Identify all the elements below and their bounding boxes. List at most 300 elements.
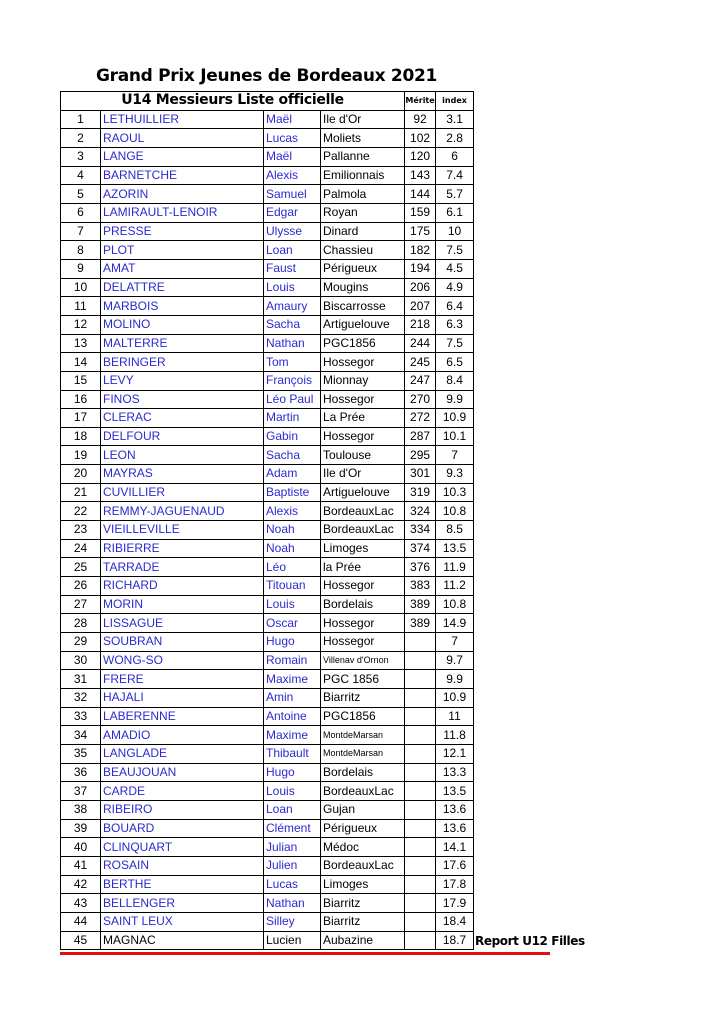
club-cell: PGC1856: [321, 334, 405, 353]
index-cell: 10.1: [436, 427, 474, 446]
rank-cell: 2: [61, 129, 101, 148]
index-cell: 6.5: [436, 353, 474, 372]
last-name-cell: FINOS: [101, 390, 264, 409]
last-name-cell: DELFOUR: [101, 427, 264, 446]
first-name-cell: Julian: [264, 838, 321, 857]
last-name-cell: LABERENNE: [101, 707, 264, 726]
first-name-cell: Silley: [264, 912, 321, 931]
last-name-cell: CUVILLIER: [101, 483, 264, 502]
last-name-cell: BELLENGER: [101, 894, 264, 913]
last-name-cell: TARRADE: [101, 558, 264, 577]
merite-cell: [405, 894, 436, 913]
index-cell: 14.9: [436, 614, 474, 633]
club-cell: MontdeMarsan: [321, 726, 405, 745]
index-cell: 6.3: [436, 315, 474, 334]
merite-cell: 389: [405, 595, 436, 614]
index-cell: 8.5: [436, 521, 474, 540]
first-name-cell: Amin: [264, 689, 321, 708]
merite-cell: 295: [405, 446, 436, 465]
table-row: [61, 222, 474, 241]
rank-cell: 27: [61, 595, 101, 614]
club-cell: Aubazine: [321, 931, 405, 950]
club-cell: Limoges: [321, 539, 405, 558]
first-name-cell: Maël: [264, 110, 321, 129]
club-cell: Pallanne: [321, 147, 405, 166]
index-cell: 3.1: [436, 110, 474, 129]
last-name-cell: RIBIERRE: [101, 539, 264, 558]
last-name-cell: BERINGER: [101, 353, 264, 372]
rank-cell: 44: [61, 912, 101, 931]
last-name-cell: MAGNAC: [101, 931, 264, 950]
table-row: [61, 931, 474, 950]
first-name-cell: Maxime: [264, 670, 321, 689]
last-name-cell: PLOT: [101, 241, 264, 260]
rank-cell: 21: [61, 483, 101, 502]
merite-cell: 301: [405, 465, 436, 484]
rank-cell: 23: [61, 521, 101, 540]
index-cell: 17.6: [436, 856, 474, 875]
merite-cell: 272: [405, 409, 436, 428]
club-cell: Biscarrosse: [321, 297, 405, 316]
index-cell: 13.3: [436, 763, 474, 782]
table-row: [61, 521, 474, 540]
last-name-cell: SAINT LEUX: [101, 912, 264, 931]
last-name-cell: LANGLADE: [101, 744, 264, 763]
first-name-cell: Louis: [264, 278, 321, 297]
last-name-cell: SOUBRAN: [101, 633, 264, 652]
merite-cell: [405, 651, 436, 670]
index-cell: 14.1: [436, 838, 474, 857]
index-cell: 17.9: [436, 894, 474, 913]
merite-cell: [405, 875, 436, 894]
first-name-cell: Alexis: [264, 166, 321, 185]
index-cell: 8.4: [436, 371, 474, 390]
last-name-cell: AZORIN: [101, 185, 264, 204]
rank-cell: 25: [61, 558, 101, 577]
last-name-cell: PRESSE: [101, 222, 264, 241]
first-name-cell: Thibault: [264, 744, 321, 763]
rank-cell: 5: [61, 185, 101, 204]
index-cell: 13.6: [436, 800, 474, 819]
first-name-cell: Hugo: [264, 763, 321, 782]
table-row: [61, 651, 474, 670]
rank-cell: 14: [61, 353, 101, 372]
first-name-cell: Adam: [264, 465, 321, 484]
first-name-cell: Sacha: [264, 446, 321, 465]
last-name-cell: BEAUJOUAN: [101, 763, 264, 782]
index-cell: 13.5: [436, 539, 474, 558]
club-cell: La Prée: [321, 409, 405, 428]
last-name-cell: FRERE: [101, 670, 264, 689]
rank-cell: 18: [61, 427, 101, 446]
table-row: [61, 371, 474, 390]
rank-cell: 41: [61, 856, 101, 875]
rank-cell: 33: [61, 707, 101, 726]
merite-cell: 207: [405, 297, 436, 316]
rank-cell: 4: [61, 166, 101, 185]
merite-cell: 287: [405, 427, 436, 446]
table-row: [61, 315, 474, 334]
first-name-cell: François: [264, 371, 321, 390]
table-header-row: [61, 92, 474, 111]
merite-cell: [405, 763, 436, 782]
index-cell: 13.6: [436, 819, 474, 838]
index-cell: 9.3: [436, 465, 474, 484]
table-row: [61, 800, 474, 819]
table-row: [61, 110, 474, 129]
club-cell: Bordelais: [321, 595, 405, 614]
merite-cell: 376: [405, 558, 436, 577]
table-row: [61, 483, 474, 502]
last-name-cell: ROSAIN: [101, 856, 264, 875]
club-cell: Emilionnais: [321, 166, 405, 185]
merite-cell: 92: [405, 110, 436, 129]
last-name-cell: RAOUL: [101, 129, 264, 148]
index-cell: 4.5: [436, 259, 474, 278]
first-name-cell: Lucas: [264, 129, 321, 148]
rank-cell: 17: [61, 409, 101, 428]
first-name-cell: Titouan: [264, 577, 321, 596]
club-cell: Gujan: [321, 800, 405, 819]
first-name-cell: Gabin: [264, 427, 321, 446]
merite-cell: 334: [405, 521, 436, 540]
club-cell: Artiguelouve: [321, 483, 405, 502]
first-name-cell: Noah: [264, 521, 321, 540]
merite-cell: 319: [405, 483, 436, 502]
table-row: [61, 782, 474, 801]
rank-cell: 32: [61, 689, 101, 708]
first-name-cell: Léo: [264, 558, 321, 577]
index-cell: 10.9: [436, 409, 474, 428]
merite-cell: 194: [405, 259, 436, 278]
index-cell: 17.8: [436, 875, 474, 894]
rank-cell: 10: [61, 278, 101, 297]
club-cell: Biarritz: [321, 912, 405, 931]
merite-cell: 102: [405, 129, 436, 148]
club-cell: PGC 1856: [321, 670, 405, 689]
club-cell: Hossegor: [321, 614, 405, 633]
table-row: [61, 259, 474, 278]
merite-cell: 120: [405, 147, 436, 166]
table-row: [61, 875, 474, 894]
table-row: [61, 539, 474, 558]
rank-cell: 19: [61, 446, 101, 465]
merite-cell: [405, 689, 436, 708]
merite-cell: 374: [405, 539, 436, 558]
rank-cell: 29: [61, 633, 101, 652]
first-name-cell: Louis: [264, 782, 321, 801]
rank-cell: 20: [61, 465, 101, 484]
index-cell: 11.9: [436, 558, 474, 577]
first-name-cell: Julien: [264, 856, 321, 875]
table-row: [61, 147, 474, 166]
club-cell: Royan: [321, 203, 405, 222]
last-name-cell: LETHUILLIER: [101, 110, 264, 129]
last-name-cell: MOLINO: [101, 315, 264, 334]
merite-cell: 245: [405, 353, 436, 372]
table-row: [61, 203, 474, 222]
index-cell: 2.8: [436, 129, 474, 148]
merite-cell: [405, 912, 436, 931]
table-row: [61, 502, 474, 521]
merite-cell: 324: [405, 502, 436, 521]
first-name-cell: Baptiste: [264, 483, 321, 502]
merite-cell: [405, 707, 436, 726]
first-name-cell: Sacha: [264, 315, 321, 334]
table-row: [61, 353, 474, 372]
last-name-cell: HAJALI: [101, 689, 264, 708]
club-cell: Chassieu: [321, 241, 405, 260]
club-cell: Biarritz: [321, 689, 405, 708]
table-row: [61, 241, 474, 260]
rank-cell: 15: [61, 371, 101, 390]
merite-cell: [405, 931, 436, 950]
merite-cell: [405, 782, 436, 801]
club-cell: Ile d'Or: [321, 465, 405, 484]
rank-cell: 7: [61, 222, 101, 241]
index-cell: 5.7: [436, 185, 474, 204]
last-name-cell: LEON: [101, 446, 264, 465]
club-cell: BordeauxLac: [321, 521, 405, 540]
table-row: [61, 558, 474, 577]
first-name-cell: Loan: [264, 241, 321, 260]
last-name-cell: LAMIRAULT-LENOIR: [101, 203, 264, 222]
merite-cell: [405, 670, 436, 689]
merite-cell: 144: [405, 185, 436, 204]
index-cell: 12.1: [436, 744, 474, 763]
table-row: [61, 912, 474, 931]
table-row: [61, 427, 474, 446]
index-cell: 10.8: [436, 595, 474, 614]
rank-cell: 43: [61, 894, 101, 913]
index-cell: 10.9: [436, 689, 474, 708]
table-row: [61, 614, 474, 633]
club-cell: Hossegor: [321, 390, 405, 409]
first-name-cell: Louis: [264, 595, 321, 614]
table-row: [61, 894, 474, 913]
last-name-cell: MORIN: [101, 595, 264, 614]
rank-cell: 12: [61, 315, 101, 334]
rank-cell: 42: [61, 875, 101, 894]
table-row: [61, 166, 474, 185]
first-name-cell: Hugo: [264, 633, 321, 652]
table-row: [61, 633, 474, 652]
index-cell: 6: [436, 147, 474, 166]
merite-cell: [405, 838, 436, 857]
first-name-cell: Clément: [264, 819, 321, 838]
merite-cell: 383: [405, 577, 436, 596]
first-name-cell: Noah: [264, 539, 321, 558]
rank-cell: 30: [61, 651, 101, 670]
rank-cell: 38: [61, 800, 101, 819]
table-row: [61, 819, 474, 838]
index-cell: 11: [436, 707, 474, 726]
last-name-cell: MARBOIS: [101, 297, 264, 316]
merite-cell: [405, 856, 436, 875]
merite-cell: [405, 744, 436, 763]
table-row: [61, 726, 474, 745]
rank-cell: 39: [61, 819, 101, 838]
rank-cell: 28: [61, 614, 101, 633]
index-cell: 11.8: [436, 726, 474, 745]
club-cell: la Prée: [321, 558, 405, 577]
table-row: [61, 856, 474, 875]
club-cell: Artiguelouve: [321, 315, 405, 334]
index-cell: 7.5: [436, 334, 474, 353]
ranking-table: [60, 91, 474, 950]
rank-cell: 1: [61, 110, 101, 129]
first-name-cell: Alexis: [264, 502, 321, 521]
last-name-cell: RIBEIRO: [101, 800, 264, 819]
column-header-index: index: [436, 92, 474, 111]
table-row: [61, 390, 474, 409]
merite-cell: [405, 726, 436, 745]
last-name-cell: AMADIO: [101, 726, 264, 745]
last-name-cell: CLERAC: [101, 409, 264, 428]
rank-cell: 40: [61, 838, 101, 857]
first-name-cell: Samuel: [264, 185, 321, 204]
table-row: [61, 838, 474, 857]
last-name-cell: LEVY: [101, 371, 264, 390]
merite-cell: [405, 819, 436, 838]
report-label: Report U12 Filles: [475, 934, 585, 948]
club-cell: Ile d'Or: [321, 110, 405, 129]
index-cell: 7.5: [436, 241, 474, 260]
club-cell: Hossegor: [321, 427, 405, 446]
first-name-cell: Maël: [264, 147, 321, 166]
index-cell: 7: [436, 633, 474, 652]
first-name-cell: Faust: [264, 259, 321, 278]
table-row: [61, 763, 474, 782]
index-cell: 6.4: [436, 297, 474, 316]
last-name-cell: BOUARD: [101, 819, 264, 838]
last-name-cell: AMAT: [101, 259, 264, 278]
rank-cell: 31: [61, 670, 101, 689]
last-name-cell: CARDE: [101, 782, 264, 801]
index-cell: 18.4: [436, 912, 474, 931]
last-name-cell: MALTERRE: [101, 334, 264, 353]
last-name-cell: WONG-SO: [101, 651, 264, 670]
first-name-cell: Martin: [264, 409, 321, 428]
table-row: [61, 185, 474, 204]
first-name-cell: Nathan: [264, 894, 321, 913]
first-name-cell: Nathan: [264, 334, 321, 353]
index-cell: 4.9: [436, 278, 474, 297]
index-cell: 10.8: [436, 502, 474, 521]
merite-cell: 143: [405, 166, 436, 185]
club-cell: PGC1856: [321, 707, 405, 726]
club-cell: Périgueux: [321, 259, 405, 278]
club-cell: Périgueux: [321, 819, 405, 838]
first-name-cell: Amaury: [264, 297, 321, 316]
club-cell: MontdeMarsan: [321, 744, 405, 763]
merite-cell: [405, 633, 436, 652]
first-name-cell: Oscar: [264, 614, 321, 633]
index-cell: 11.2: [436, 577, 474, 596]
merite-cell: 247: [405, 371, 436, 390]
club-cell: BordeauxLac: [321, 856, 405, 875]
merite-cell: 182: [405, 241, 436, 260]
index-cell: 9.9: [436, 670, 474, 689]
first-name-cell: Antoine: [264, 707, 321, 726]
first-name-cell: Maxime: [264, 726, 321, 745]
merite-cell: 206: [405, 278, 436, 297]
first-name-cell: Edgar: [264, 203, 321, 222]
index-cell: 10: [436, 222, 474, 241]
club-cell: Hossegor: [321, 353, 405, 372]
merite-cell: 159: [405, 203, 436, 222]
merite-cell: 244: [405, 334, 436, 353]
club-cell: BordeauxLac: [321, 782, 405, 801]
index-cell: 18.7: [436, 931, 474, 950]
table-row: [61, 465, 474, 484]
last-name-cell: REMMY-JAGUENAUD: [101, 502, 264, 521]
index-cell: 9.9: [436, 390, 474, 409]
merite-cell: 270: [405, 390, 436, 409]
last-name-cell: LISSAGUE: [101, 614, 264, 633]
index-cell: 7.4: [436, 166, 474, 185]
rank-cell: 3: [61, 147, 101, 166]
last-name-cell: LANGE: [101, 147, 264, 166]
first-name-cell: Romain: [264, 651, 321, 670]
last-name-cell: VIEILLEVILLE: [101, 521, 264, 540]
last-name-cell: BERTHE: [101, 875, 264, 894]
table-row: [61, 446, 474, 465]
page-title: Grand Prix Jeunes de Bordeaux 2021: [95, 66, 438, 86]
table-row: [61, 129, 474, 148]
last-name-cell: MAYRAS: [101, 465, 264, 484]
club-cell: Mougins: [321, 278, 405, 297]
cutoff-line: [60, 952, 550, 955]
rank-cell: 16: [61, 390, 101, 409]
merite-cell: 175: [405, 222, 436, 241]
rank-cell: 45: [61, 931, 101, 950]
table-row: [61, 409, 474, 428]
club-cell: Bordelais: [321, 763, 405, 782]
table-row: [61, 278, 474, 297]
index-cell: 6.1: [436, 203, 474, 222]
rank-cell: 36: [61, 763, 101, 782]
table-subtitle: U14 Messieurs Liste officielle: [61, 92, 405, 111]
club-cell: Mionnay: [321, 371, 405, 390]
rank-cell: 6: [61, 203, 101, 222]
club-cell: Hossegor: [321, 633, 405, 652]
merite-cell: 389: [405, 614, 436, 633]
first-name-cell: Lucien: [264, 931, 321, 950]
merite-cell: [405, 800, 436, 819]
rank-cell: 8: [61, 241, 101, 260]
index-cell: 13.5: [436, 782, 474, 801]
rank-cell: 24: [61, 539, 101, 558]
merite-cell: 218: [405, 315, 436, 334]
first-name-cell: Loan: [264, 800, 321, 819]
column-header-merite: Mérite: [405, 92, 436, 111]
rank-cell: 9: [61, 259, 101, 278]
table-row: [61, 297, 474, 316]
table-row: [61, 334, 474, 353]
first-name-cell: Tom: [264, 353, 321, 372]
rank-cell: 22: [61, 502, 101, 521]
rank-cell: 13: [61, 334, 101, 353]
index-cell: 7: [436, 446, 474, 465]
table-row: [61, 707, 474, 726]
last-name-cell: CLINQUART: [101, 838, 264, 857]
rank-cell: 11: [61, 297, 101, 316]
index-cell: 10.3: [436, 483, 474, 502]
rank-cell: 26: [61, 577, 101, 596]
table-row: [61, 595, 474, 614]
club-cell: Toulouse: [321, 446, 405, 465]
